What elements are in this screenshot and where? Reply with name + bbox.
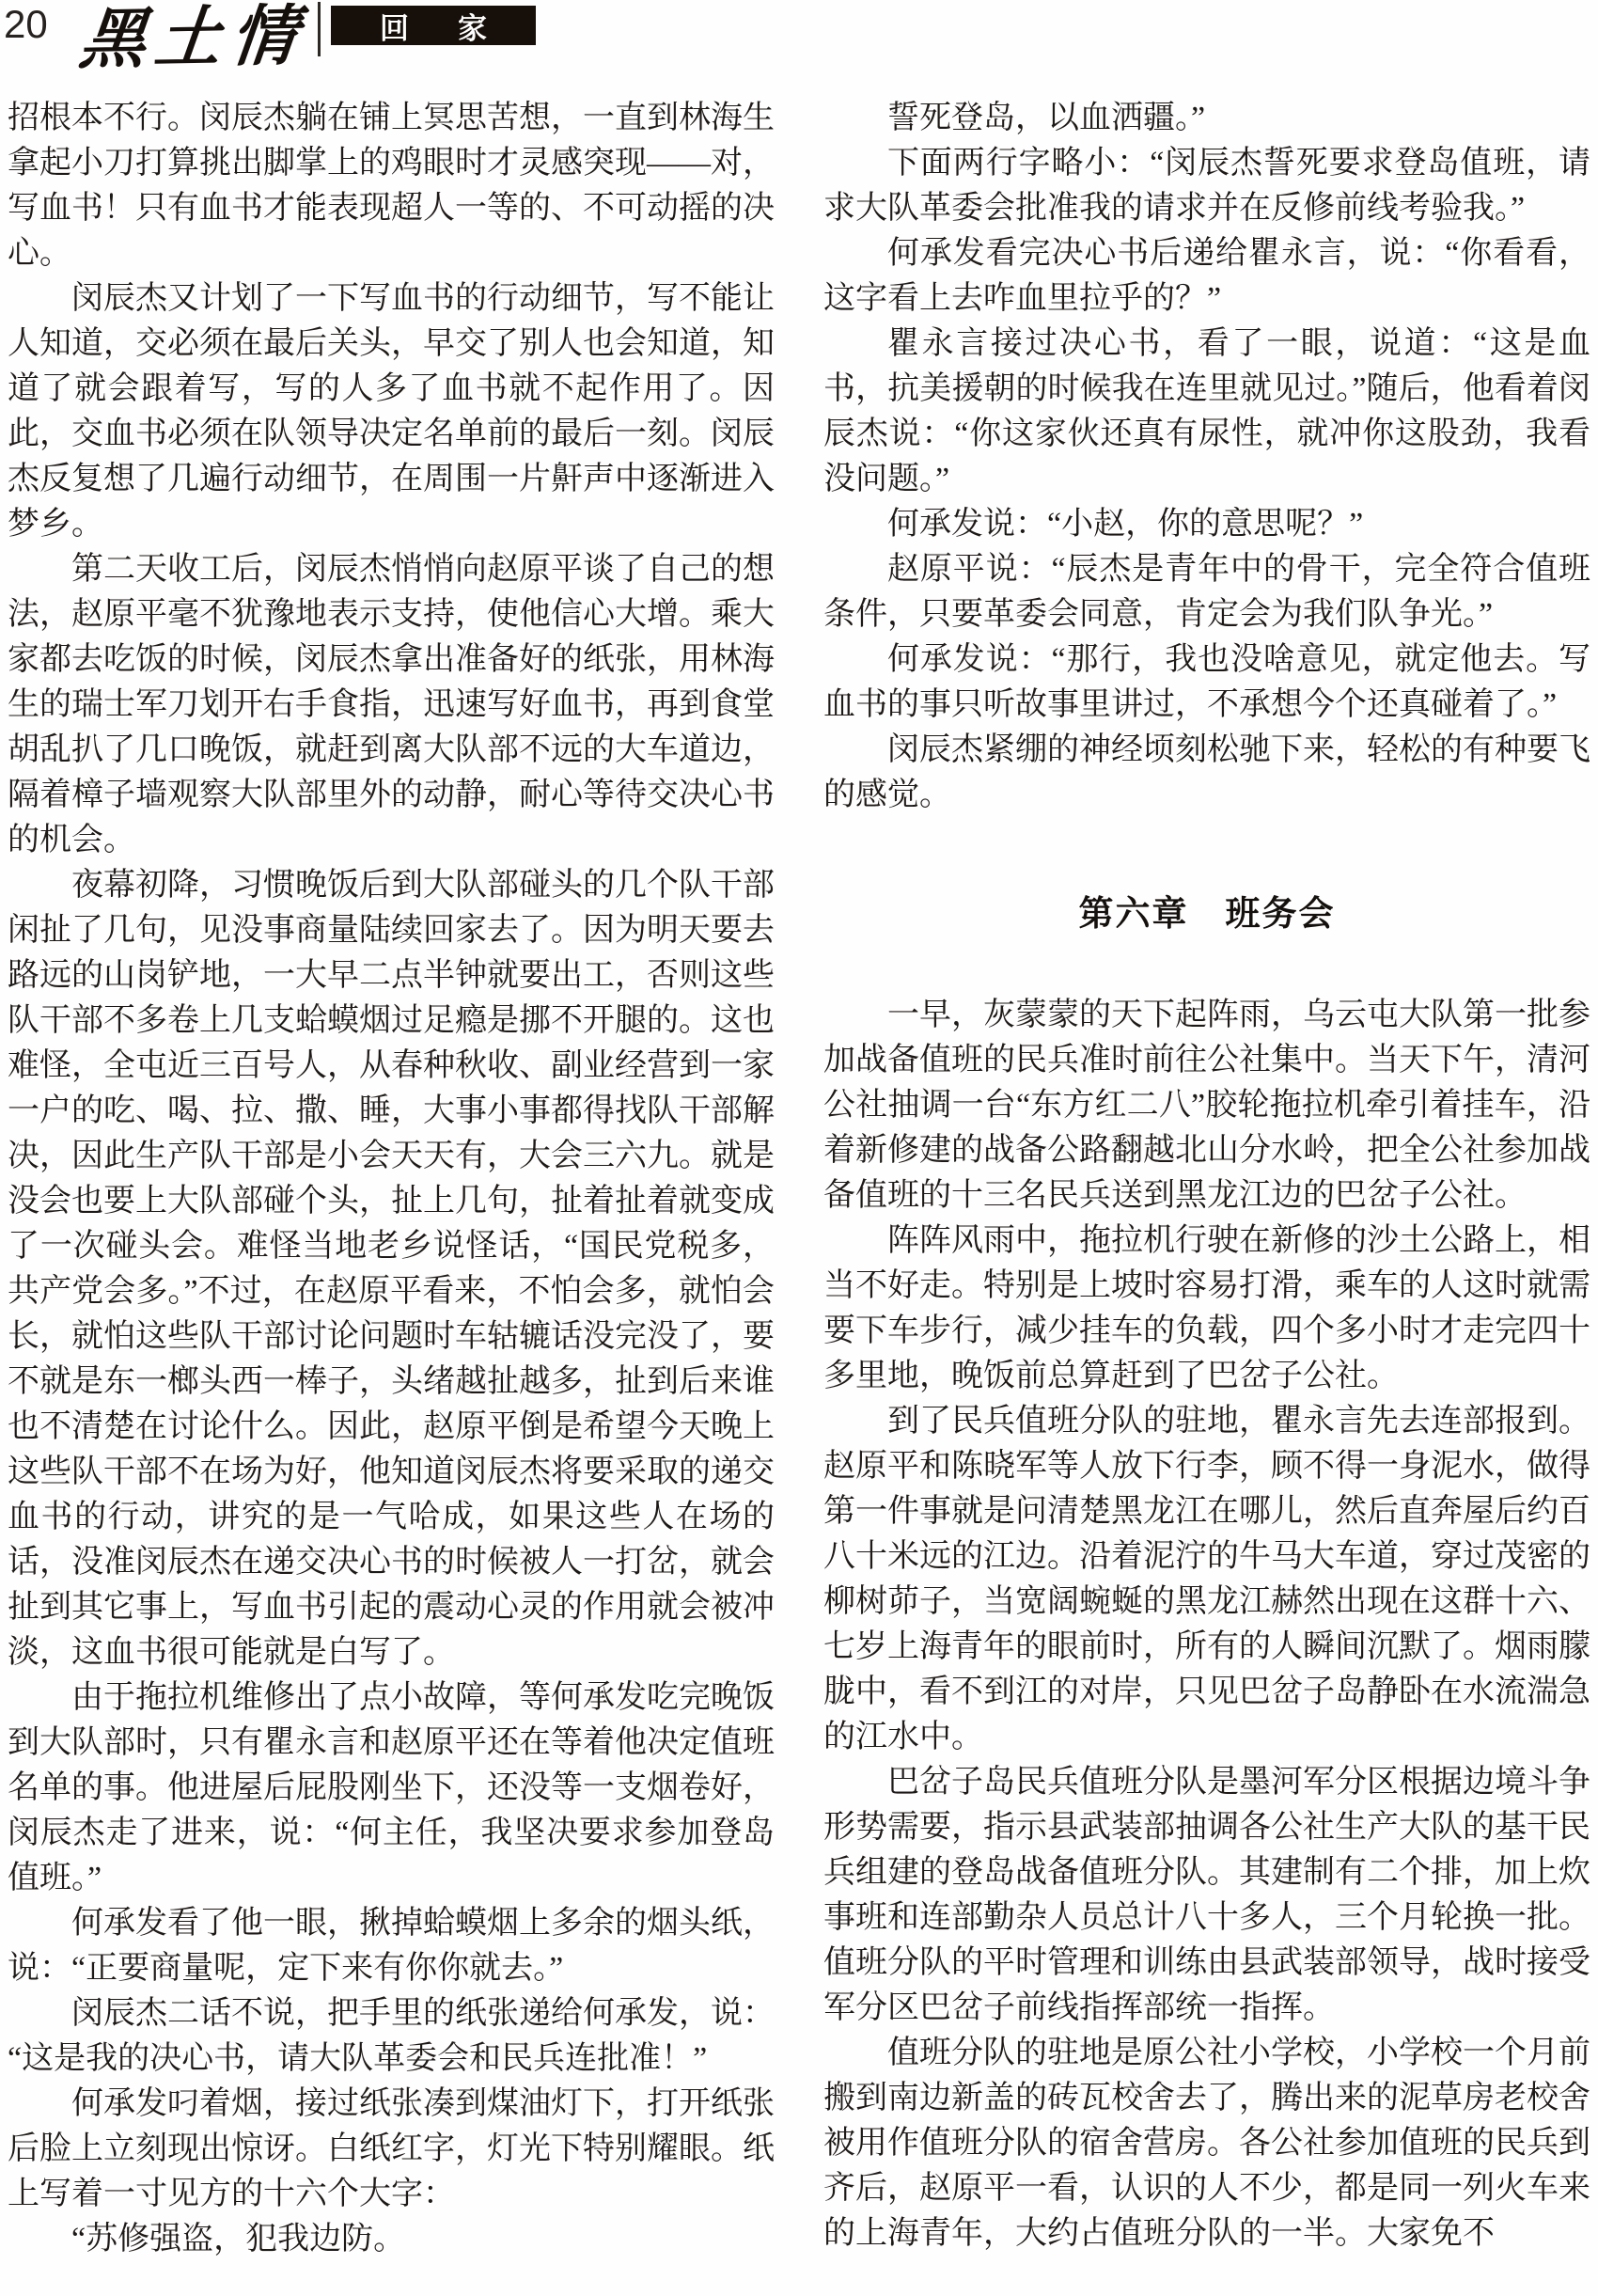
paragraph: 阵阵风雨中，拖拉机行驶在新修的沙土公路上，相当不好走。特别是上坡时容易打滑，乘车的人这时就需要下车步行，减少挂车的负载，四个多小时才走完四十多里地，晚饭前总算赶到了巴岔子公社。 xyxy=(823,1223,1590,1393)
paragraph: 赵原平说：“辰杰是青年中的骨干，完全符合值班条件，只要革委会同意，肯定会为我们队争光。” xyxy=(823,552,1590,632)
paragraph: 由于拖拉机维修出了点小故障，等何承发吃完晚饭到大队部时，只有瞿永言和赵原平还在等着他决定值班名单的事。他进屋后屁股刚坐下，还没等一支烟卷好，闵辰杰走了进来，说：“何主任，我坚决要求参加登岛值班。” xyxy=(8,1680,775,1895)
paragraph: 誓死登岛，以血洒疆。” xyxy=(887,101,1206,135)
paragraph: 一早，灰蒙蒙的天下起阵雨，乌云屯大队第一批参加战备值班的民兵准时前往公社集中。当天下午，清河公社抽调一台“东方红二八”胶轮拖拉机牵引着挂车，沿着新修建的战备公路翻越北山分水岭，把全公社参加战备值班的十三名民兵送到黑龙江边的巴岔子公社。 xyxy=(823,998,1590,1213)
section-title-box xyxy=(331,6,536,45)
section-title: 回家 xyxy=(380,11,536,45)
paragraph: 值班分队的驻地是原公社小学校，小学校一个月前搬到南边新盖的砖瓦校舍去了，腾出来的泥草房老校舍被用作值班分队的宿舍营房。各公社参加值班的民兵到齐后，赵原平一看，认识的人不少，都是同一列火车来的上海青年，大约占值班分队的一半。大家免不 xyxy=(823,2036,1590,2251)
paragraph: 闵辰杰又计划了一下写血书的行动细节，写不能让人知道，交必须在最后关头，早交了别人也会知道，知道了就会跟着写，写的人多了血书就不起作用了。因此，交血书必须在队领导决定名单前的最后一刻。闵辰杰反复想了几遍行动细节，在周围一片鼾声中逐渐进入梦乡。 xyxy=(8,281,775,542)
paragraph: 夜幕初降，习惯晚饭后到大队部碰头的几个队干部闲扯了几句，见没事商量陆续回家去了。因为明天要去路远的山岗铲地，一大早二点半钟就要出工，否则这些队干部不多卷上几支蛤蟆烟过足瘾是挪不开腿的。这也难怪，全屯近三百号人，从春种秋收、副业经营到一家一户的吃、喝、拉、撒、睡，大事小事都得找队干部解决，因此生产队干部是小会天天有，大会三六九。就是没会也要上大队部碰个头，扯上几句，扯着扯着就变成了一次碰头会。难怪当地老乡说怪话，“国民党税多，共产党会多。”不过，在赵原平看来，不怕会多，就怕会长，就怕这些队干部讨论问题时车轱辘话没完没了，要不就是东一榔头西一棒子，头绪越扯越多，扯到后来谁也不清楚在讨论什么。因此，赵原平倒是希望今天晚上这些队干部不在场为好，他知道闵辰杰将要采取的递交血书的行动，讲究的是一气哈成，如果这些人在场的话，没准闵辰杰在递交决心书的时候被人一打岔，就会扯到其它事上，写血书引起的震动心灵的作用就会被冲淡，这血书很可能就是白写了。 xyxy=(8,868,775,1670)
page-number: 20 xyxy=(4,2,48,46)
paragraph: 到了民兵值班分队的驻地，瞿永言先去连部报到。赵原平和陈晓军等人放下行李，顾不得一身泥水，做得第一件事就是问清楚黑龙江在哪儿，然后直奔屋后约百八十米远的江边。沿着泥泞的牛马大车道，穿过茂密的柳树茆子，当宽阔蜿蜒的黑龙江赫然出现在这群十六、七岁上海青年的眼前时，所有的人瞬间沉默了。烟雨朦胧中，看不到江的对岸，只见巴岔子岛静卧在水流湍急的江水中。 xyxy=(823,1404,1590,1754)
paragraph: 第二天收工后，闵辰杰悄悄向赵原平谈了自己的想法，赵原平毫不犹豫地表示支持，使他信心大增。乘大家都去吃饭的时候，闵辰杰拿出准备好的纸张，用林海生的瑞士军刀划开右手食指，迅速写好血书，再到食堂胡乱扒了几口晚饭，就赶到离大队部不远的大车道边，隔着樟子墙观察大队部里外的动静，耐心等待交决心书的机会。 xyxy=(8,552,775,857)
paragraph: 巴岔子岛民兵值班分队是墨河军分区根据边境斗争形势需要，指示县武装部抽调各公社生产大队的基干民兵组建的登岛战备值班分队。其建制有二个排，加上炊事班和连部勤杂人员总计八十多人，三个月轮换一批。值班分队的平时管理和训练由县武装部领导，战时接受军分区巴岔子前线指挥部统一指挥。 xyxy=(823,1765,1590,2025)
left-column xyxy=(8,96,775,2262)
page-header xyxy=(0,0,1598,78)
paragraph: “苏修强盗，犯我边防。 xyxy=(71,2222,406,2257)
paragraph: 下面两行字略小：“闵辰杰誓死要求登岛值班，请求大队革委会批准我的请求并在反修前线考验我。” xyxy=(823,146,1590,226)
paragraph: 瞿永言接过决心书，看了一眼，说道：“这是血书，抗美援朝的时候我在连里就见过。”随后，他看着闵辰杰说：“你这家伙还真有尿性，就冲你这股劲，我看没问题。” xyxy=(823,326,1590,496)
right-column-top-paragraphs xyxy=(823,96,1590,818)
paragraph: 闵辰杰二话不说，把手里的纸张递给何承发，说：“这是我的决心书，请大队革委会和民兵连批准！” xyxy=(8,1996,775,2076)
paragraph: 何承发叼着烟，接过纸张凑到煤油灯下，打开纸张后脸上立刻现出惊讶。白纸红字，灯光下特别耀眼。纸上写着一寸见方的十六个大字： xyxy=(8,2086,775,2211)
paragraph: 招根本不行。闵辰杰躺在铺上冥思苦想，一直到林海生拿起小刀打算挑出脚掌上的鸡眼时才灵感突现——对，写血书！只有血书才能表现超人一等的、不可动摇的决心。 xyxy=(8,101,775,271)
masthead-calligraphy-logo: 黑土情 xyxy=(75,0,310,78)
paragraph: 何承发看完决心书后递给瞿永言，说：“你看看，这字看上去咋血里拉乎的？” xyxy=(823,236,1590,316)
paragraph: 闵辰杰紧绷的神经顷刻松驰下来，轻松的有种要飞的感觉。 xyxy=(823,732,1590,812)
right-column-bottom-paragraphs xyxy=(823,993,1590,2257)
paragraph: 何承发说：“那行，我也没啥意见，就定他去。写血书的事只听故事里讲过，不承想今个还真碰着了。” xyxy=(823,642,1590,722)
paragraph: 何承发看了他一眼，揪掉蛤蟆烟上多余的烟头纸，说：“正要商量呢，定下来有你你就去。” xyxy=(8,1906,775,1986)
chapter-heading: 第六章 班务会 xyxy=(1078,894,1336,933)
paragraph: 何承发说：“小赵，你的意思呢？” xyxy=(887,507,1364,542)
right-column xyxy=(823,96,1590,2257)
header-divider-line xyxy=(318,2,321,56)
